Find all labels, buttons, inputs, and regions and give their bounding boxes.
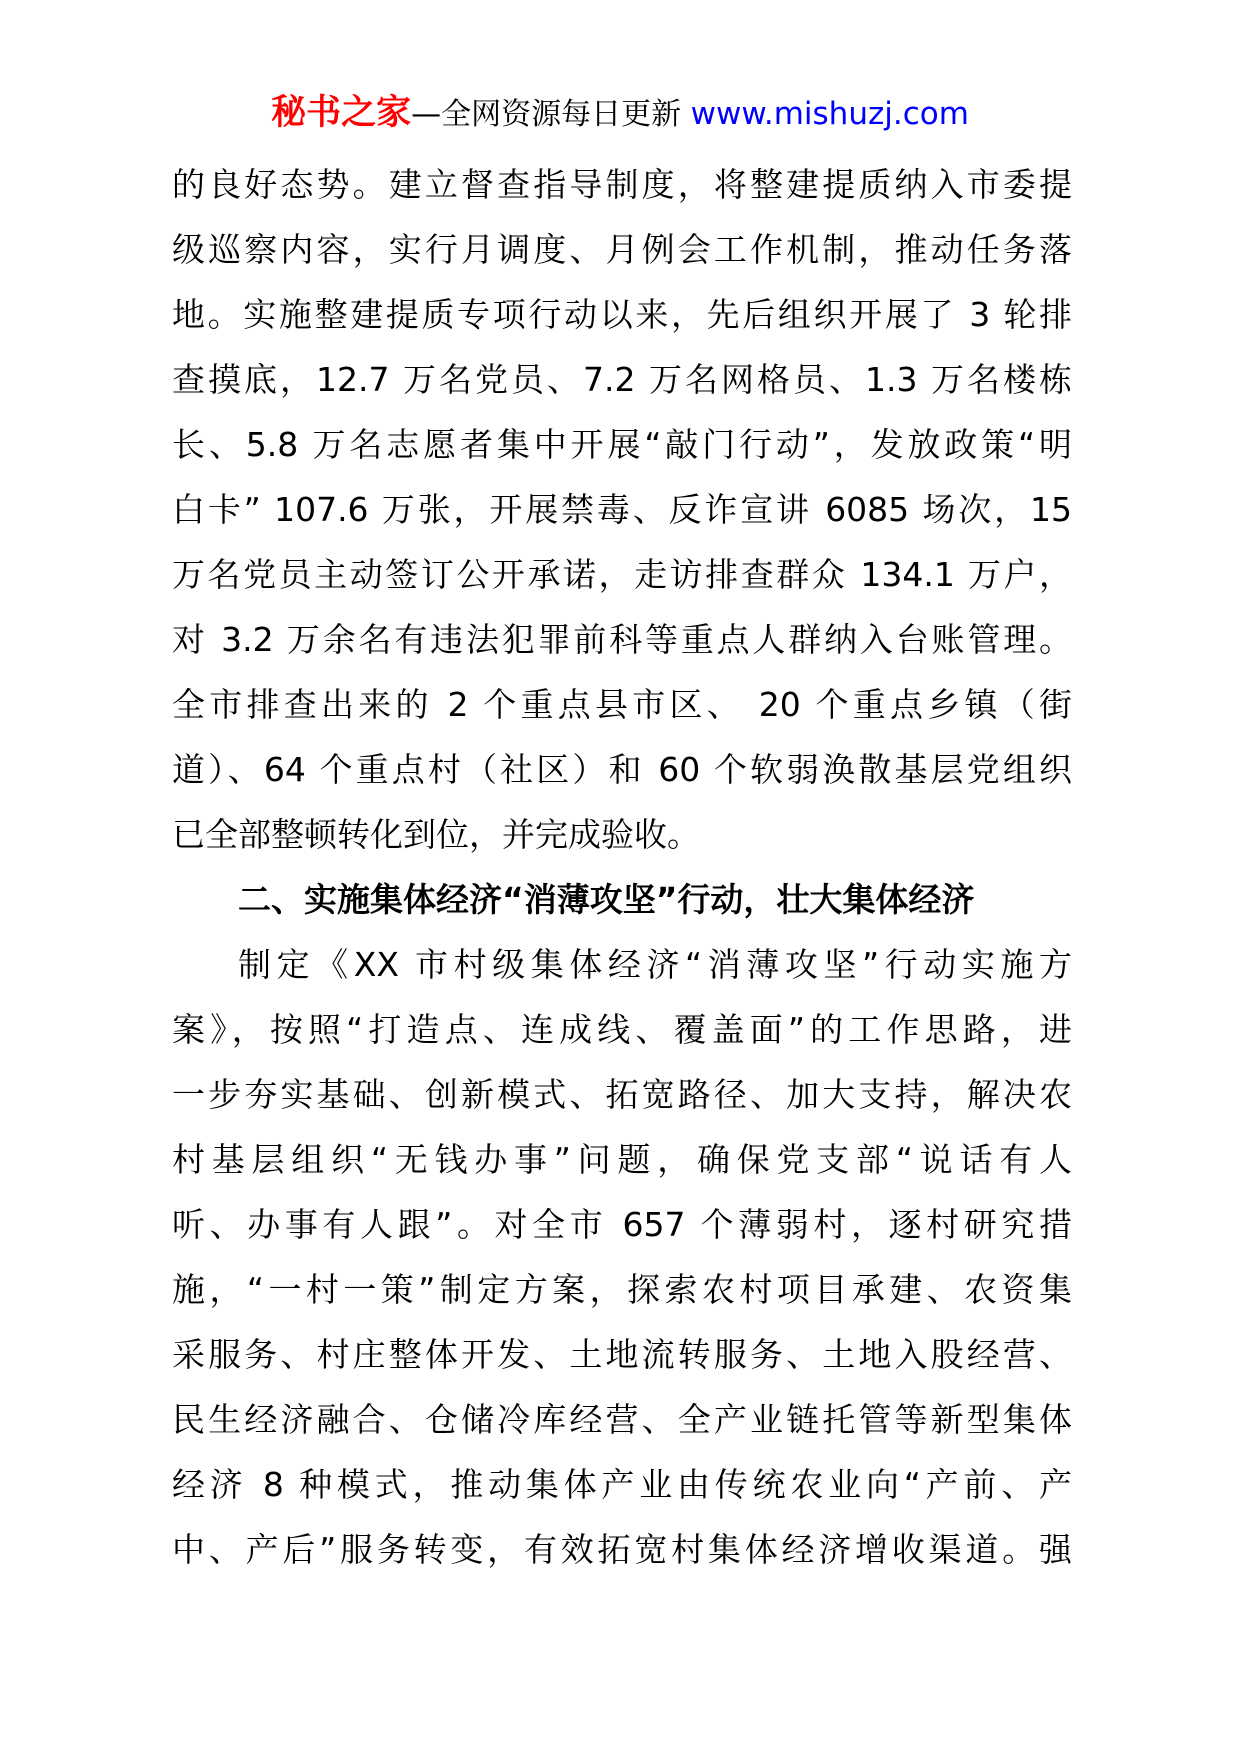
- text-line: 采服务、村庄整体开发、土地流转服务、土地入股经营、: [172, 1335, 1072, 1374]
- site-url-link[interactable]: www.mishuzj.com: [690, 96, 969, 132]
- text-line: 一步夯实基础、创新模式、拓宽路径、加大支持，解决农: [172, 1075, 1072, 1114]
- text-line: 听、办事有人跟”。对全市 657 个薄弱村，逐村研究措: [172, 1205, 1072, 1244]
- text-line: 查摸底，12.7 万名党员、7.2 万名网格员、1.3 万名楼栋: [172, 360, 1072, 399]
- text-line: 中、产后”服务转变，有效拓宽村集体经济增收渠道。强: [172, 1530, 1072, 1569]
- text-line: 经济 8 种模式，推动集体产业由传统农业向“产前、产: [172, 1465, 1072, 1504]
- site-brand: 秘书之家: [271, 93, 412, 133]
- document-body: [172, 152, 1072, 1582]
- text-line: 地。实施整建提质专项行动以来，先后组织开展了 3 轮排: [172, 295, 1072, 334]
- text-line: 民生经济融合、仓储冷库经营、全产业链托管等新型集体: [172, 1400, 1072, 1439]
- text-line: 的良好态势。建立督查指导制度，将整建提质纳入市委提: [172, 165, 1072, 204]
- text-line: 道）、64 个重点村（社区）和 60 个软弱涣散基层党组织: [172, 750, 1072, 789]
- text-line: 已全部整顿转化到位，并完成验收。: [172, 815, 700, 854]
- text-line: 案》，按照“打造点、连成线、覆盖面”的工作思路，进: [172, 1010, 1072, 1049]
- text-line: 级巡察内容，实行月调度、月例会工作机制，推动任务落: [172, 230, 1072, 269]
- text-line: 制定《XX 市村级集体经济“消薄攻坚”行动实施方: [238, 945, 1072, 984]
- header-tagline: —全网资源每日更新: [411, 97, 691, 132]
- text-line: 对 3.2 万余名有违法犯罪前科等重点人群纳入台账管理。: [172, 620, 1072, 659]
- text-line: 长、5.8 万名志愿者集中开展“敲门行动”，发放政策“明: [172, 425, 1072, 464]
- text-line: 村基层组织“无钱办事”问题，确保党支部“说话有人: [172, 1140, 1072, 1179]
- section-heading: 二、实施集体经济“消薄攻坚”行动，壮大集体经济: [238, 880, 975, 919]
- page-header: [0, 90, 1240, 138]
- text-line: 白卡” 107.6 万张，开展禁毒、反诈宣讲 6085 场次，15: [172, 490, 1072, 529]
- text-line: 万名党员主动签订公开承诺，走访排查群众 134.1 万户，: [172, 555, 1072, 594]
- text-line: 施，“一村一策”制定方案，探索农村项目承建、农资集: [172, 1270, 1072, 1309]
- text-line: 全市排查出来的 2 个重点县市区、 20 个重点乡镇（街: [172, 685, 1072, 724]
